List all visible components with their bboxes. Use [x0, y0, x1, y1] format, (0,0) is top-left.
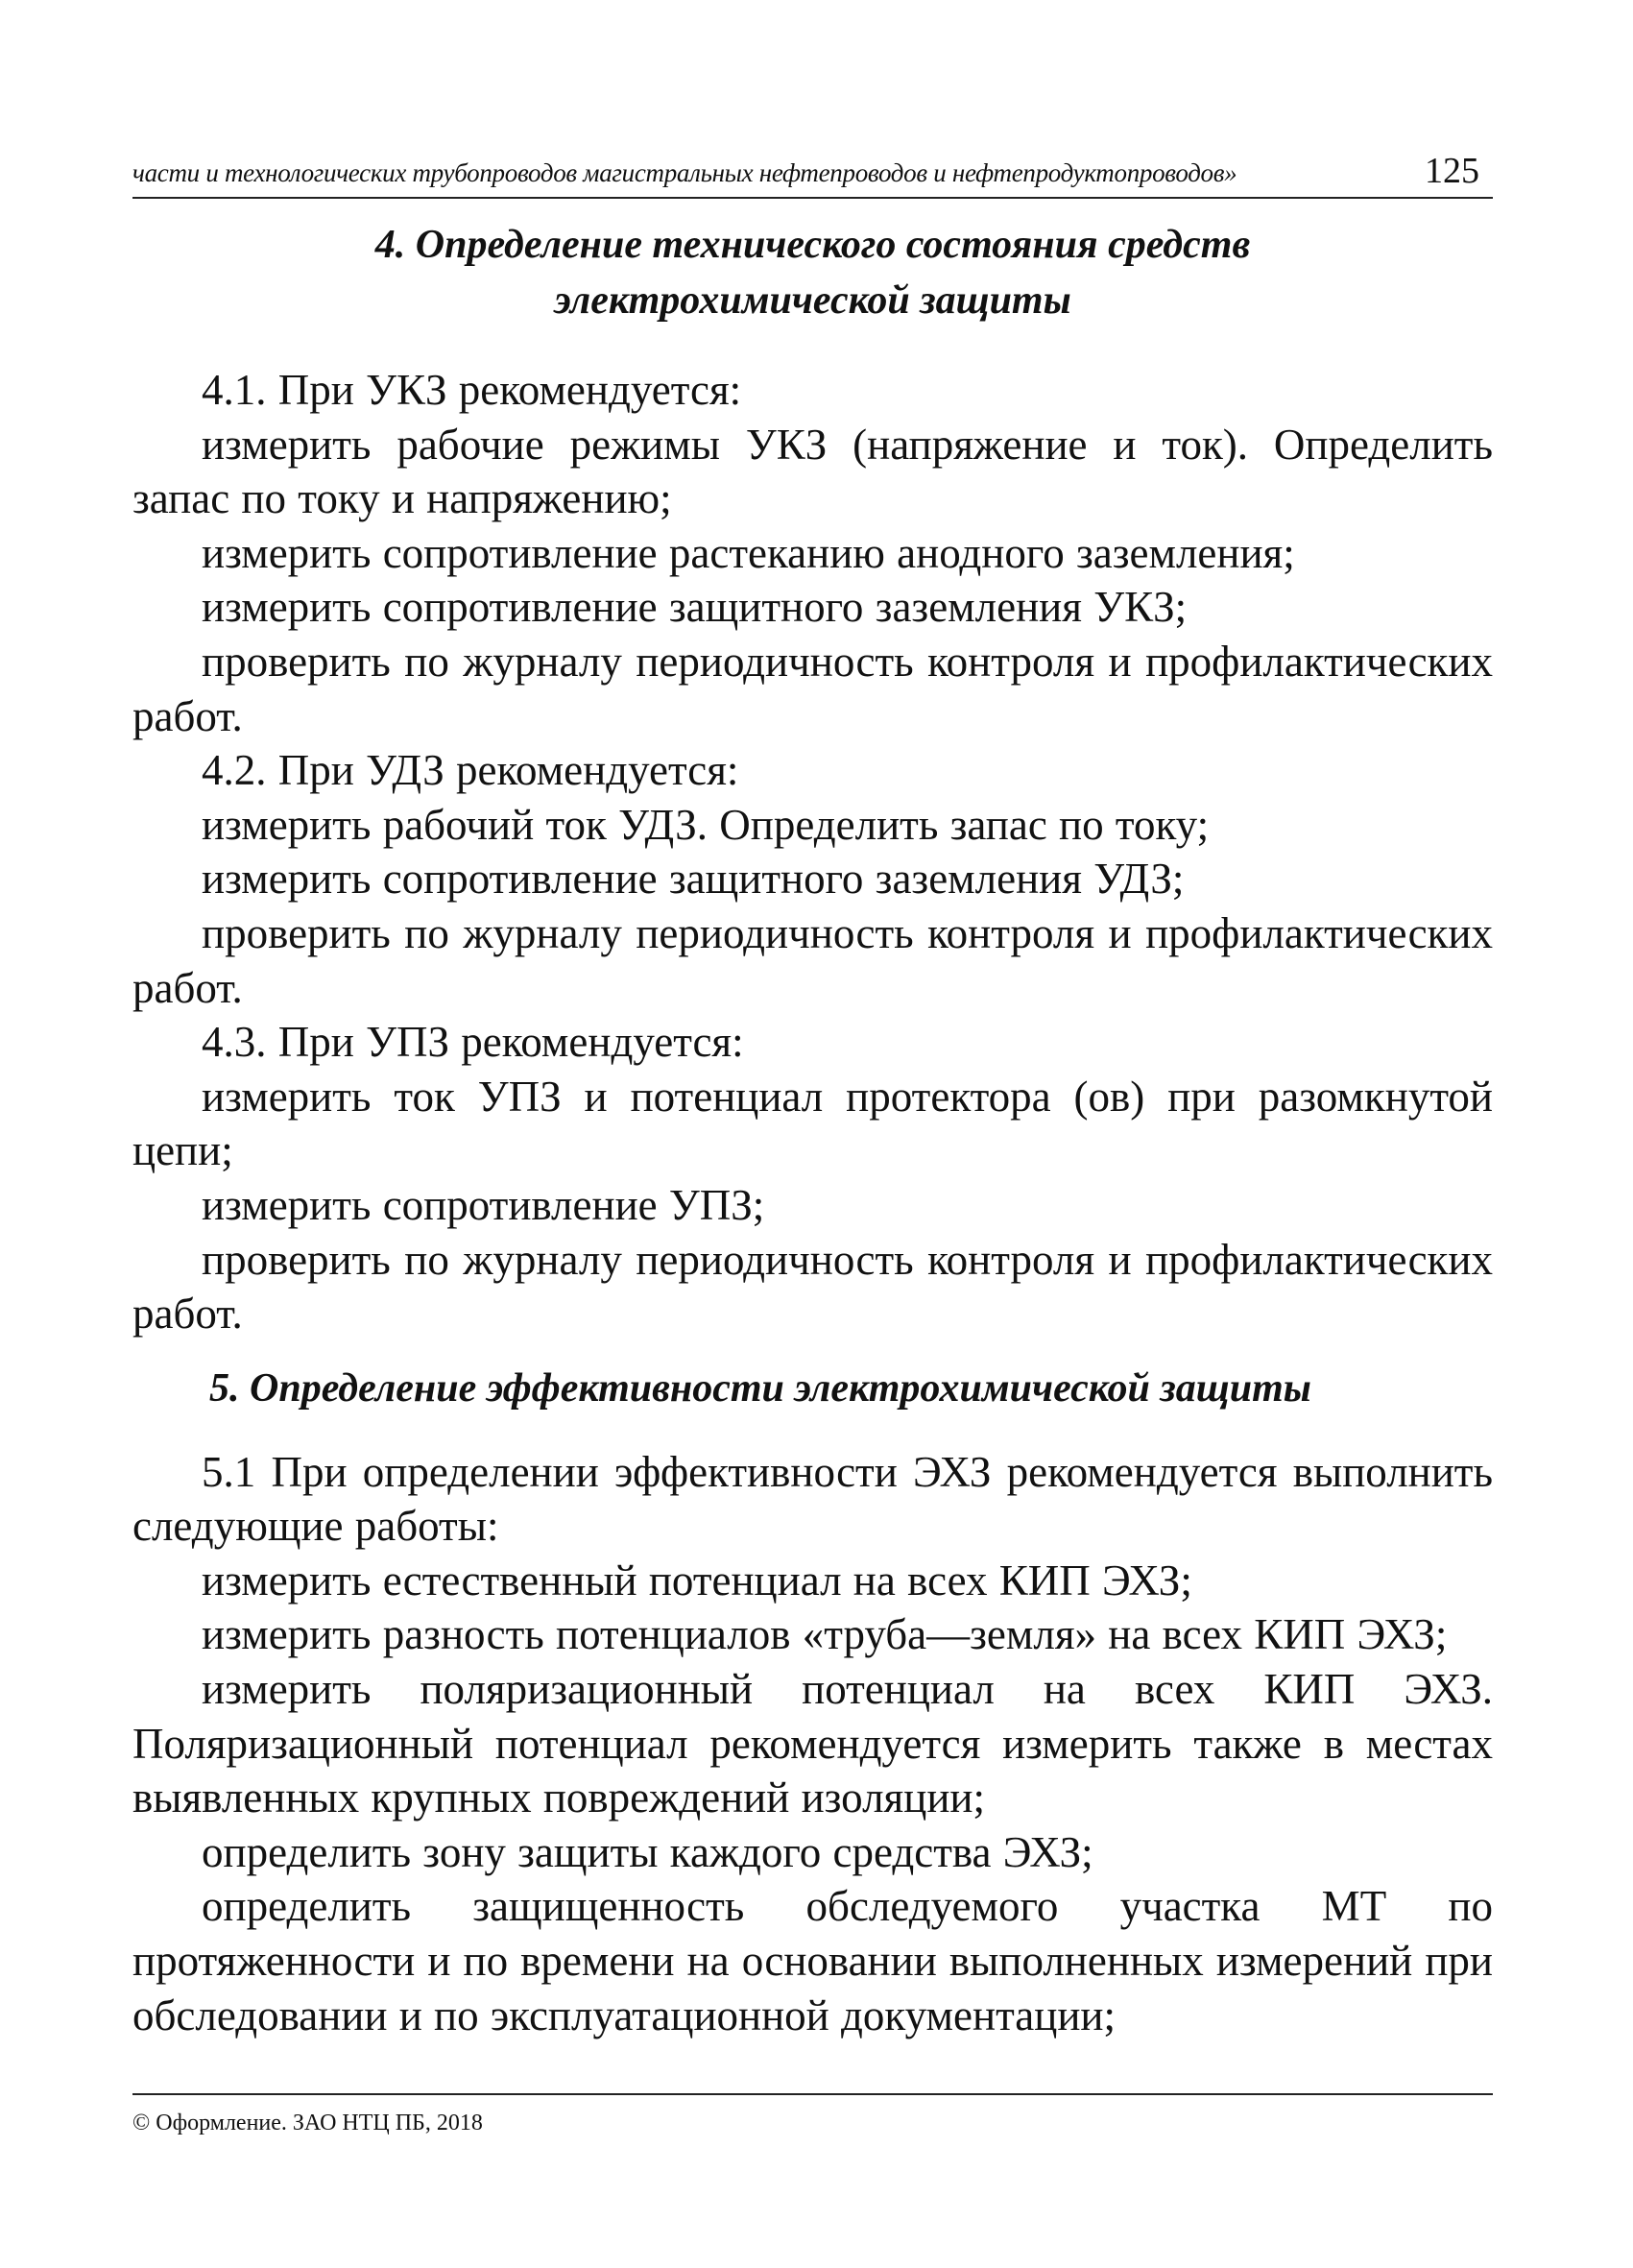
copyright-footer: © Оформление. ЗАО НТЦ ПБ, 2018: [132, 2111, 483, 2135]
paragraph: измерить сопротивление защитного заземления УКЗ;: [202, 583, 1188, 632]
running-header: [132, 151, 1491, 192]
section-5-title: 5. Определение эффективности электрохимической защиты: [209, 1365, 1311, 1411]
footer-rule: [132, 2093, 1493, 2095]
paragraph: измерить поляризационный потенциал на всех КИП ЭХЗ. Поляризационный потенциал рекомендуется измерить также в местах выявленных крупных повреждений изоляции;: [132, 1665, 1493, 1822]
paragraph-4-1-heading: 4.1. При УКЗ рекомендуется:: [202, 366, 742, 414]
paragraph: измерить разность потенциалов «труба—земля» на всех КИП ЭХЗ;: [202, 1610, 1448, 1659]
paragraph: измерить рабочий ток УДЗ. Определить запас по току;: [202, 800, 1210, 849]
page-body: [132, 211, 1493, 2042]
section-4-title-line-2: электрохимической защиты: [554, 278, 1071, 323]
header-rule: [132, 197, 1493, 199]
page-number: 125: [1425, 151, 1479, 191]
paragraph: измерить сопротивление защитного заземления УДЗ;: [202, 855, 1185, 904]
paragraph: измерить рабочие режимы УКЗ (напряжение и ток). Определить запас по току и напряжению;: [132, 420, 1493, 523]
paragraph: измерить сопротивление УПЗ;: [202, 1180, 765, 1229]
paragraph: определить защищенность обследуемого участка МТ по протяженности и по времени на основании выполненных измерений при обследовании и по эксплуатационной документации;: [132, 1882, 1493, 2039]
paragraph: измерить ток УПЗ и потенциал протектора (ов) при разомкнутой цепи;: [132, 1072, 1493, 1175]
paragraph: определить зону защиты каждого средства ЭХЗ;: [202, 1827, 1093, 1876]
paragraph: проверить по журналу периодичность контроля и профилактических работ.: [132, 908, 1493, 1012]
section-4-title: [132, 217, 1493, 328]
running-title: части и технологических трубопроводов магистральных нефтепроводов и нефтепродуктопроводов»: [132, 158, 1237, 187]
section-4-title-line-1: 4. Определение технического состояния средств: [374, 223, 1251, 267]
paragraph: измерить естественный потенциал на всех КИП ЭХЗ;: [202, 1556, 1192, 1604]
paragraph-5-1-heading: 5.1 При определении эффективности ЭХЗ рекомендуется выполнить следующие работы:: [132, 1447, 1493, 1551]
paragraph: проверить по журналу периодичность контроля и профилактических работ.: [132, 1235, 1493, 1339]
paragraph: измерить сопротивление растеканию анодного заземления;: [202, 528, 1295, 577]
paragraph: проверить по журналу периодичность контроля и профилактических работ.: [132, 637, 1493, 740]
paragraph-4-2-heading: 4.2. При УДЗ рекомендуется:: [202, 746, 739, 795]
paragraph-4-3-heading: 4.3. При УПЗ рекомендуется:: [202, 1018, 744, 1067]
